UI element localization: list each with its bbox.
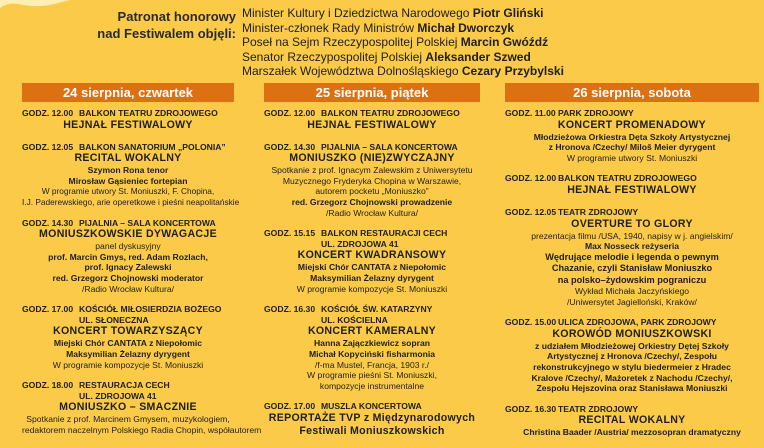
event-detail-line: panel dyskusyjny <box>95 241 161 252</box>
event-item <box>505 317 759 394</box>
event-header <box>22 380 234 391</box>
patron-name: Michał Dworczyk <box>417 20 515 35</box>
event-title: MONIUSZKO (NIE)ZWYCZAJNY <box>289 152 455 165</box>
event-detail-line: Mirosław Gąsieniec fortepian <box>68 175 188 186</box>
event-time: GODZ. 16.30 <box>505 403 557 414</box>
patron-name: Piotr Gliński <box>472 6 544 20</box>
event-venue: BALKON TEATRU ZDROJOWEGO <box>558 173 697 184</box>
event-title: HEJNAŁ FESTIWALOWY <box>63 118 193 131</box>
event-header <box>22 142 234 153</box>
event-detail-line: Max Nosseck reżyseria <box>584 241 680 252</box>
event-time: GODZ. 16.30 <box>264 304 316 315</box>
event-title-cont: Festiwali Moniuszkowskich <box>299 424 445 437</box>
patronat-label-line1: Patronat honorowy <box>117 9 236 24</box>
event-detail-line: Wykład Michała Jaczyńskiego <box>574 285 690 296</box>
event-title: KONCERT KAMERALNY <box>307 325 437 338</box>
event-item <box>22 108 234 132</box>
event-header <box>264 228 480 239</box>
event-item <box>505 108 759 163</box>
event-venue: ULICA ZDROJOWA, PARK ZDROJOWY <box>558 317 717 328</box>
event-detail-line: Kralove /Czechy/, Mażoretek z Nachodu /Czechy/, <box>531 372 733 383</box>
event-detail-line: z udziałem Młodzieżowej Orkiestry Dętej Szkoły <box>535 340 729 351</box>
event-detail-line: prof. Marcin Gmys, red. Adam Rozlach, <box>48 251 208 262</box>
event-detail-line: Chazanie, czyli Stanisław Moniuszko <box>551 263 713 274</box>
event-time: GODZ. 17.00 <box>264 401 316 412</box>
event-title: KONCERT KWADRANSOWY <box>297 249 447 262</box>
event-venue: MUSZLA KONCERTOWA <box>321 401 422 412</box>
event-title: OVERTURE TO GLORY <box>571 217 693 230</box>
event-title: KONCERT TOWARZYSZĄCY <box>53 325 203 338</box>
patron-entry <box>242 35 762 50</box>
event-detail-line: /Radio Wrocław Kultura/ <box>325 207 419 218</box>
event-detail-line: Spotkanie z prof. Marcinem Gmysem, muzykologiem, <box>26 414 230 425</box>
event-detail-line: Maksymilian Żelazny dyrygent <box>310 272 434 283</box>
event-header <box>22 304 234 315</box>
event-time: GODZ. 15.15 <box>264 228 316 239</box>
event-detail-line: W programie utwory St. Moniuszki <box>566 152 698 163</box>
event-venue: TEATR ZDROJOWY <box>558 403 639 414</box>
event-detail-line: Młodzieżowa Orkiestra Dęta Szkoły Artystycznej <box>533 131 731 142</box>
event-header <box>505 207 759 218</box>
patronat-label <box>60 8 236 42</box>
event-venue-street: UL. KOŚCIELNA <box>321 314 388 325</box>
day-header-friday: 25 sierpnia, piątek <box>264 83 480 102</box>
event-venue-address <box>22 391 234 402</box>
patron-role: Minister Kultury i Dziedzictwa Narodowego <box>242 6 473 20</box>
event-item <box>22 380 262 435</box>
event-item <box>264 108 480 132</box>
patron-role: Poseł na Sejm Rzeczypospolitej Polskiej <box>242 35 461 50</box>
event-header <box>264 304 480 315</box>
event-title: MONIUSZKOWSKIE DYWAGACJE <box>39 228 217 241</box>
event-item <box>264 401 480 438</box>
event-time: GODZ. 14.30 <box>22 217 74 228</box>
event-detail-line: red. Grzegorz Chojnowski moderator <box>52 272 204 283</box>
event-header <box>505 317 759 328</box>
event-header <box>505 173 759 184</box>
event-detail-line: Muzycznego Fryderyka Chopina w Warszawie, <box>282 175 462 186</box>
event-detail-line: Miejski Chór CANTATA z Niepołomic <box>53 338 203 349</box>
event-header <box>505 108 759 119</box>
event-title: HEJNAŁ FESTIWALOWY <box>567 183 697 196</box>
event-detail-line: W programie kompozycje St. Moniuszki <box>296 283 448 294</box>
patron-role: Senator Rzeczypospolitej Polskiej <box>242 49 426 64</box>
event-venue: BALKON TEATRU ZDROJOWEGO <box>321 108 460 118</box>
event-time: GODZ. 12.05 <box>22 141 74 152</box>
event-time: GODZ. 17.00 <box>22 304 74 315</box>
event-detail-line: Miejski Chór CANTATA z Niepołomic <box>297 262 447 273</box>
event-title: HEJNAŁ FESTIWALOWY <box>307 118 437 131</box>
patron-name: Cezary Przybylski <box>461 64 564 79</box>
event-item <box>505 404 759 438</box>
event-time: GODZ. 12.05 <box>505 206 557 217</box>
event-item <box>22 218 234 295</box>
event-detail-line: red. Grzegorz Chojnowski prowadzenie <box>291 196 453 207</box>
event-venue: PARK ZDROJOWY <box>558 108 634 118</box>
schedule-column-saturday <box>505 108 759 448</box>
event-venue: PIJALNIA – SALA KONCERTOWA <box>321 141 458 152</box>
event-header <box>264 401 480 412</box>
event-venue-street: UL. ZDROJOWA 41 <box>321 238 399 249</box>
event-item <box>505 207 759 307</box>
event-header <box>505 404 759 415</box>
event-venue: KOŚCIÓŁ MIŁOSIERDZIA BOŻEGO <box>79 304 222 315</box>
patron-entry <box>242 21 762 36</box>
event-title: RECITAL WOKALNY <box>74 152 182 165</box>
patronat-label-line2: nad Festiwalem objęli: <box>97 26 236 41</box>
event-time: GODZ. 12.00 <box>505 173 557 184</box>
event-time: GODZ. 12.00 <box>264 108 316 118</box>
event-detail-line: prezentacja filmu /USA, 1940, napisy w j. angielskim/ <box>531 230 733 241</box>
event-item <box>264 142 480 219</box>
event-venue: KOŚCIÓŁ ŚW. KATARZYNY <box>321 304 433 315</box>
event-time: GODZ. 11.00 <box>505 108 556 118</box>
event-header <box>264 108 480 119</box>
event-venue-address <box>264 239 480 250</box>
event-detail-line: I.J. Paderewskiego, arie operetkowe i pieśni neapolitańskie <box>22 196 240 207</box>
event-title: MONIUSZKO – SMACZNIE <box>59 401 197 414</box>
patron-role: Minister-członek Rady Ministrów <box>242 20 418 35</box>
event-item <box>264 228 480 294</box>
event-title: KOROWÓD MONIUSZKOWSKI <box>552 327 712 340</box>
event-detail-line: Zespołu Hejszovina oraz Stanisława Moniuszki <box>536 383 728 394</box>
event-venue: BALKON RESTAURACJI CECH <box>321 228 448 239</box>
event-title: KONCERT PROMENADOWY <box>557 118 707 131</box>
day-header-thursday: 24 sierpnia, czwartek <box>22 83 234 102</box>
patron-role: Marszałek Województwa Dolnośląskiego <box>242 64 462 79</box>
schedule-column-friday <box>264 108 480 448</box>
event-header <box>22 218 234 229</box>
event-time: GODZ. 12.00 <box>22 108 74 118</box>
event-venue: BALKON TEATRU ZDROJOWEGO <box>79 108 218 118</box>
event-title: RECITAL WOKALNY <box>578 414 686 427</box>
event-detail-line: Artystycznej z Hronova /Czechy/, Zespołu <box>546 351 717 362</box>
patron-entry <box>242 50 762 65</box>
schedule-column-thursday <box>22 108 262 445</box>
patron-name: Marcin Gwóźdź <box>460 35 549 50</box>
event-header <box>22 108 234 119</box>
event-detail-line: /f-ma Mustel, Francja, 1903 r./ <box>314 359 430 370</box>
event-time: GODZ. 15.00 <box>505 317 557 328</box>
event-item <box>505 173 759 197</box>
event-detail-line: rekonstrukcyjnego w stylu biedermeier z Hradec <box>533 361 731 372</box>
event-detail-line: Maksymilian Żelazny dyrygent <box>66 348 190 359</box>
event-venue-address <box>264 315 480 326</box>
event-venue-street: UL. ZDROJOWA 41 <box>79 390 157 401</box>
event-venue: PIJALNIA – SALA KONCERTOWA <box>79 217 216 228</box>
event-detail-line: z Hronova /Czechy/ Miloš Meier dyrygent <box>548 142 716 153</box>
event-venue: TEATR ZDROJOWY <box>558 206 639 217</box>
event-item <box>22 304 234 370</box>
event-detail-line: Christina Baader /Austria/ mezzosopran dramatyczny <box>523 427 741 438</box>
event-detail-line: na polsko–żydowskim pograniczu <box>557 274 707 285</box>
patron-name: Aleksander Szwed <box>425 49 531 64</box>
event-detail-line: /Uniwersytet Jagielloński, Kraków/ <box>567 296 697 307</box>
event-venue-address <box>22 315 234 326</box>
event-venue-street: UL. SŁONECZNA <box>79 314 149 325</box>
day-header-saturday: 26 sierpnia, sobota <box>505 83 759 102</box>
event-detail-line: Wędrujące melodie i legenda o pewnym <box>545 251 719 262</box>
event-venue: BALKON SANATORIUM „POLONIA” <box>79 141 226 152</box>
event-detail-line: W programie pieśni St. Moniuszki, <box>307 370 437 381</box>
honorary-patrons-list <box>242 6 762 79</box>
patron-entry <box>242 64 762 79</box>
event-time: GODZ. 18.00 <box>22 380 74 391</box>
event-detail-line: prof. Ignacy Zalewski <box>84 262 172 273</box>
event-detail-line: autorem pocketu „Moniuszko” <box>315 186 429 197</box>
event-title: REPORTAŻE TVP z Międzynarodowych <box>268 411 476 424</box>
event-detail-line: /Radio Wrocław Kultura/ <box>81 283 175 294</box>
event-detail-line: W programie utwory St. Moniuszki, F. Chopina, <box>41 186 215 197</box>
event-detail-line: Hanna Zajączkiewicz sopran <box>313 338 431 349</box>
event-time: GODZ. 14.30 <box>264 141 316 152</box>
event-detail-line: Spotkanie z prof. Ignacym Zalewskim z Uniwersytetu <box>271 165 473 176</box>
event-detail-line: redaktorem naczelnym Polskiego Radia Chopin, współautorem <box>22 424 262 435</box>
event-detail-line: kompozycje instrumentalne <box>319 380 425 391</box>
event-venue: RESTAURACJA CECH <box>79 380 170 391</box>
event-item <box>22 141 240 208</box>
patron-entry <box>242 6 762 21</box>
event-detail-line: Szymon Rona tenor <box>87 165 169 176</box>
event-item <box>264 304 480 391</box>
event-detail-line: W programie kompozycje St. Moniuszki <box>52 359 204 370</box>
event-detail-line: Michał Kopyciński fisharmonia <box>308 348 436 359</box>
event-header <box>264 142 480 153</box>
